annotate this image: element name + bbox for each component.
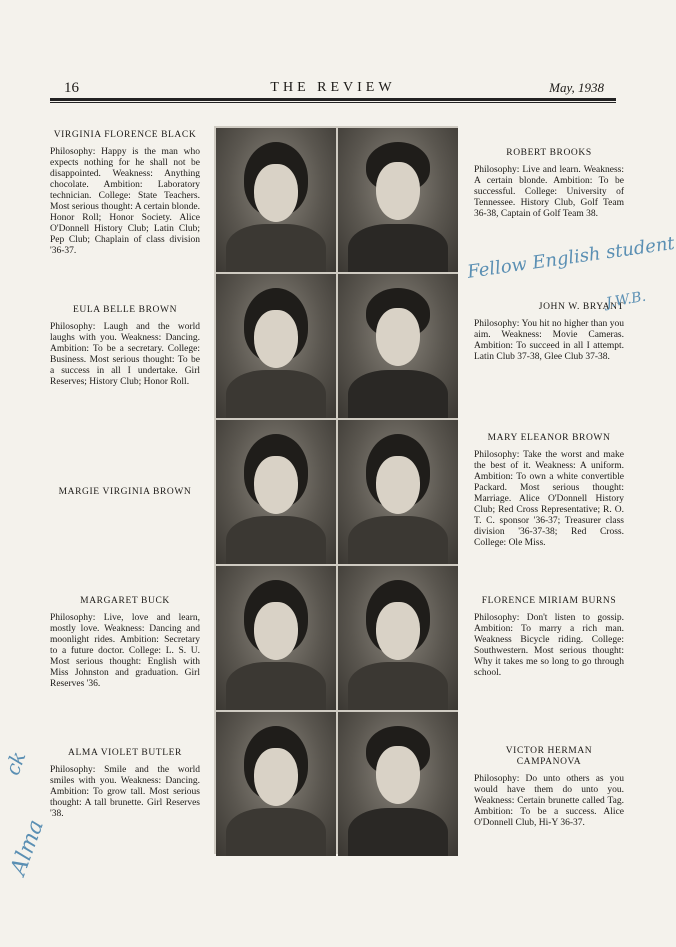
student-bio: Philosophy: Live, love and learn, mostly love. Weakness: Dancing and moonlight rides. Ambition: Secretary to a future doctor. College: L. S. U. Most serious thought: English with Miss Johnston and graduation. Girl Reserves '36. <box>50 613 200 689</box>
student-portrait <box>338 128 458 272</box>
publication-title: THE REVIEW <box>270 80 396 95</box>
student-name: VICTOR HERMAN CAMPANOVA <box>505 746 593 767</box>
student-portrait <box>338 566 458 710</box>
student-name: MARGARET BUCK <box>80 596 170 606</box>
bio-mary-brown <box>474 433 624 549</box>
handwritten-initials: J.W.B. <box>604 288 648 312</box>
bio-robert-brooks <box>474 148 624 220</box>
student-name: ALMA VIOLET BUTLER <box>68 748 182 758</box>
student-portrait <box>216 566 336 710</box>
bio-florence-burns <box>474 596 624 679</box>
handwritten-margin-1: ck <box>0 748 31 779</box>
header-rule <box>50 98 616 101</box>
student-portrait <box>338 712 458 856</box>
student-name: MARGIE VIRGINIA BROWN <box>58 487 192 497</box>
student-portrait <box>216 128 336 272</box>
student-bio: Philosophy: Live and learn. Weakness: A certain blonde. Ambition: To be successful. College: University of Tennessee. History Club, Golf Team 36-38, Captain of Golf Team 38. <box>474 165 624 219</box>
student-bio: Philosophy: Smile and the world smiles with you. Weakness: Dancing. Ambition: To grow tall. Most serious thought: A tall brunette. Girl Reserves '38. <box>50 765 200 819</box>
student-portrait <box>216 712 336 856</box>
student-name: EULA BELLE BROWN <box>72 305 178 315</box>
student-name: ROBERT BROOKS <box>506 148 592 158</box>
handwritten-margin-2: Alma <box>6 816 49 879</box>
student-name: FLORENCE MIRIAM BURNS <box>481 596 617 606</box>
student-portrait <box>338 420 458 564</box>
header-rule-thin <box>50 102 616 103</box>
student-bio: Philosophy: Take the worst and make the best of it. Weakness: A uniform. Ambition: To own a white convertible Packard. Most serious thought: Marriage. Alice O'Donnell History Club; Red Cross Representative; R. O. T. C. sponsor '36-37; Treasurer class division '36-37-38; Red Cross. College: Ole Miss. <box>474 450 624 548</box>
page-number: 16 <box>64 80 79 96</box>
student-portrait <box>216 274 336 418</box>
student-bio: Philosophy: Happy is the man who expects nothing for he shall not be disappointed. Weakness: Anything chocolate. Ambition: Laboratory technician. College: State Teachers. Most serious thought: A certain blonde. Honor Roll; Honor Society. Alice O'Donnell History Club; Latin Club; Pep Club; Chaplain of class division '36-37. <box>50 147 200 256</box>
portrait-grid <box>214 126 458 854</box>
student-name: VIRGINIA FLORENCE BLACK <box>53 130 197 140</box>
student-bio: Philosophy: You hit no higher than you aim. Weakness: Movie Cameras. Ambition: To succeed in all I attempt. Latin Club 37-38, Glee Club 37-38. <box>474 319 624 362</box>
student-bio: Philosophy: Laugh and the world laughs with you. Weakness: Dancing. Ambition: To be a secretary. College: Business. Most serious thought: To be a success in all I undertake. Girl Reserves; History Club; Honor Roll. <box>50 322 200 387</box>
bio-eula-brown <box>50 305 200 388</box>
student-bio: Philosophy: Do unto others as you would have them do unto you. Weakness: Certain brunette called Tag. Ambition: To be a success. Alice O'Donnell Club, Hi-Y 36-37. <box>474 774 624 828</box>
bio-alma-butler <box>50 748 200 820</box>
student-name: MARY ELEANOR BROWN <box>487 433 611 443</box>
page-header <box>50 78 616 100</box>
bio-margaret-buck <box>50 596 200 690</box>
bio-john-bryant <box>474 302 624 363</box>
student-name: JOHN W. BRYANT <box>538 302 624 312</box>
handwritten-note: Fellow English student <box>466 232 676 283</box>
bio-margie-brown <box>50 487 200 504</box>
student-portrait <box>216 420 336 564</box>
bio-victor-campanova <box>474 746 624 829</box>
student-bio: Philosophy: Don't listen to gossip. Ambition: To marry a rich man. Weakness Bicycle riding. College: Southwestern. Most serious thought: Why it takes me so long to go through school. <box>474 613 624 678</box>
bio-virginia-black <box>50 130 200 257</box>
student-portrait <box>338 274 458 418</box>
issue-date: May, 1938 <box>549 80 604 95</box>
